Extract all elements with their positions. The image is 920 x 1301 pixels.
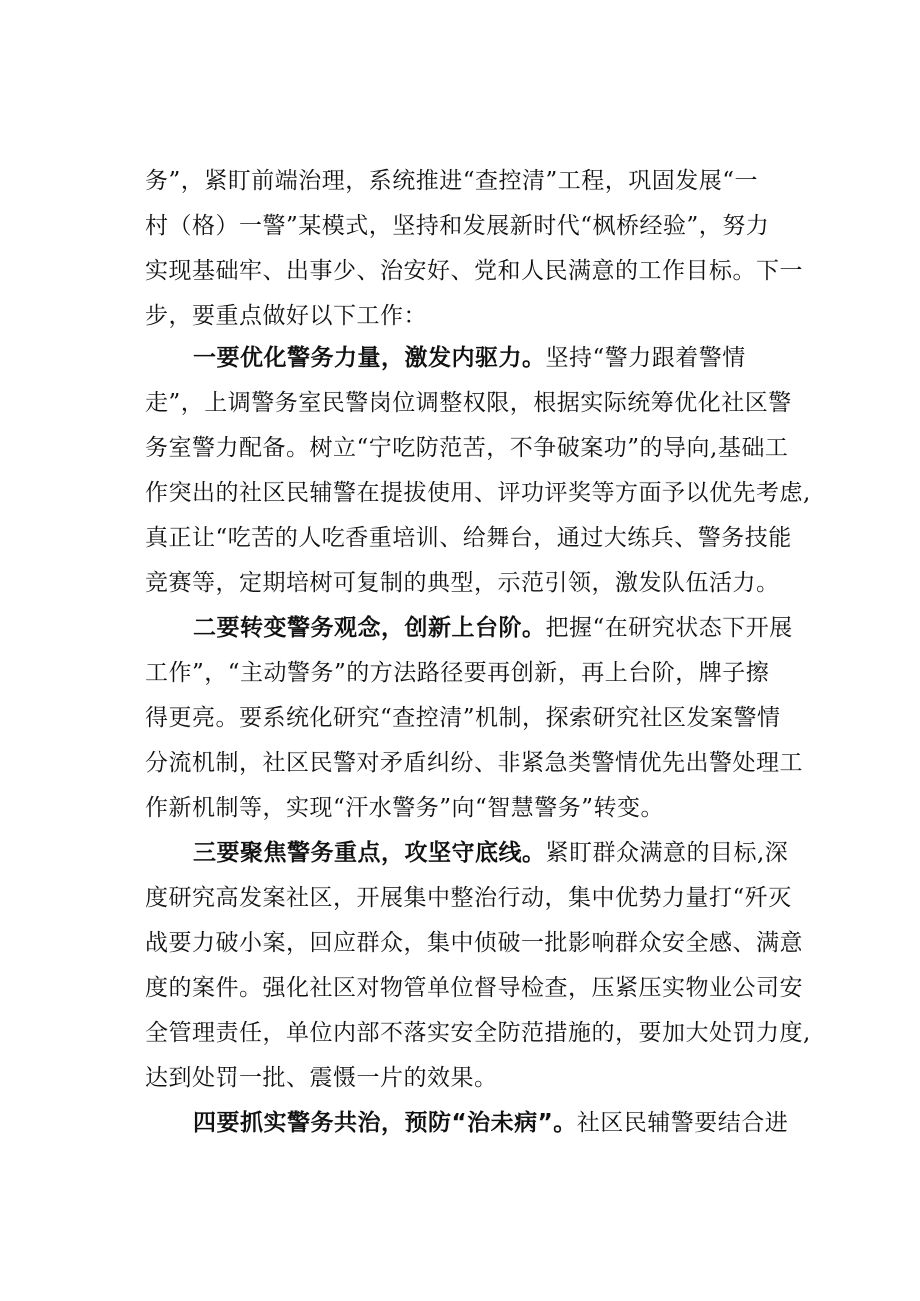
- heading-continuation: 把握“: [545, 615, 605, 641]
- paragraph-line: 实现基础牢、出事少、治安好、党和人民满意的工作目标。下一: [145, 258, 803, 284]
- paragraph-line: 村（格）一警”某模式，坚持和发展新时代“枫桥经验”，努力: [145, 213, 770, 239]
- section-heading-line: [193, 343, 746, 373]
- paragraph-line: 全管理责任，单位内部不落实安全防范措施的，要加大处罚力度,: [145, 1020, 811, 1046]
- paragraph-text: 警力跟着警情: [604, 345, 746, 371]
- paragraph-line: 度的案件。强化社区对物管单位督导检查，压紧压实物业公司安: [145, 975, 803, 1001]
- section-heading-line: [193, 613, 793, 643]
- section-heading: 一要优化警务力量，激发内驱力。: [193, 345, 546, 371]
- paragraph-line: 步，要重点做好以下工作：: [145, 303, 427, 329]
- paragraph-line: 战要力破小案，回应群众，集中侦破一批影响群众安全感、满意: [145, 930, 803, 956]
- paragraph-line: 达到处罚一批、震慑一片的效果。: [145, 1065, 498, 1091]
- section-heading: 四要抓实警务共治，预防“治未病”。: [193, 1110, 577, 1136]
- section-heading-line: [193, 838, 788, 868]
- paragraph-line: 工作”，“主动警务”的方法路径要再创新，再上台阶，牌子擦: [145, 660, 770, 686]
- section-heading: 二要转变警务观念，创新上台阶。: [193, 615, 546, 641]
- paragraph-line: 真正让“吃苦的人吃香重培训、给舞台，通过大练兵、警务技能: [145, 525, 792, 551]
- paragraph-line: 作新机制等，实现“汗水警务”向“智慧警务”转变。: [145, 795, 665, 821]
- paragraph-line: 得更亮。要系统化研究“查控清”机制，探索研究社区发案警情: [145, 705, 781, 731]
- paragraph-line: 走”，上调警务室民警岗位调整权限，根据实际统筹优化社区警: [145, 390, 792, 416]
- paragraph-line: 度研究高发案社区，开展集中整治行动，集中优势力量打“歼灭: [145, 885, 792, 911]
- section-heading: 三要聚焦警务重点，攻坚守底线。: [193, 840, 546, 866]
- section-heading-line: [193, 1108, 788, 1138]
- paragraph-line: 作突出的社区民辅警在提拔使用、评功评奖等方面予以优先考虑,: [145, 480, 811, 506]
- paragraph-text: 紧盯群众满意的目标,深: [545, 840, 789, 866]
- paragraph-line: 竞赛等，定期培树可复制的典型，示范引领，激发队伍活力。: [145, 570, 780, 596]
- paragraph-line: 分流机制，社区民警对矛盾纠纷、非紧急类警情优先出警处理工: [145, 750, 803, 776]
- paragraph-line: 务室警力配备。树立“宁吃防范苦，不争破案功”的导向,基础工: [145, 435, 789, 461]
- paragraph-text: 在研究状态下开展: [604, 615, 793, 641]
- heading-continuation: 坚持“: [545, 345, 605, 371]
- paragraph-text: 社区民辅警要结合进: [576, 1110, 789, 1136]
- paragraph-line: 务”，紧盯前端治理，系统推进“查控清”工程，巩固发展“一: [145, 168, 759, 194]
